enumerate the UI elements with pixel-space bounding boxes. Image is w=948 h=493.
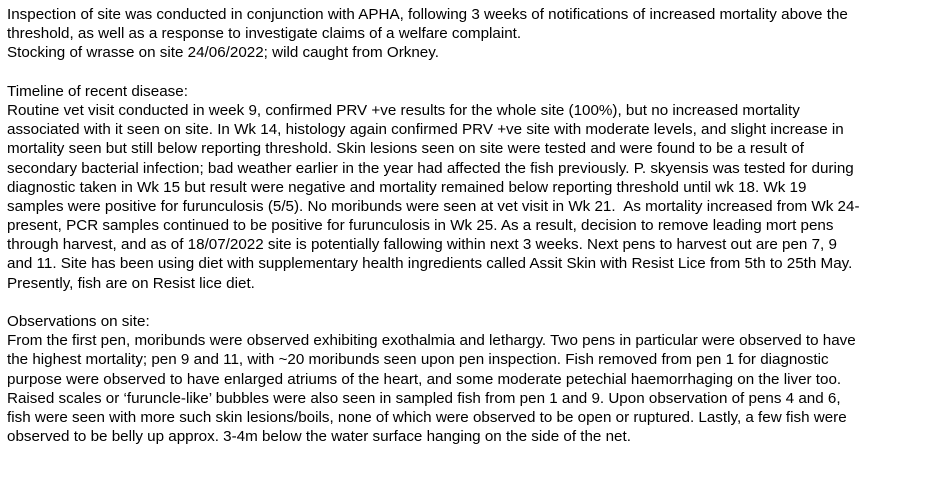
observations-line: From the first pen, moribunds were observed exhibiting exothalmia and lethargy. Two pens in particular were observed to have (7, 332, 856, 350)
paragraph-spacer (7, 63, 947, 82)
timeline-section (7, 82, 947, 293)
observations-line: purpose were observed to have enlarged atriums of the heart, and some moderate petechial haemorrhaging on the liver too. (7, 370, 842, 388)
timeline-line: samples were positive for furunculosis (5/5). No moribunds were seen at vet visit in Wk 21. As mortality increased from Wk 24- (7, 197, 860, 215)
paragraph-spacer (7, 293, 947, 312)
intro-paragraph (7, 5, 947, 63)
timeline-line: present, PCR samples continued to be positive for furunculosis in Wk 25. As a result, decision to remove leading mort pens (7, 217, 834, 235)
timeline-line: diagnostic taken in Wk 15 but result were negative and mortality remained below reporting threshold until wk 18. Wk 19 (7, 178, 807, 196)
timeline-line: and 11. Site has been using diet with supplementary health ingredients called Assit Skin with Resist Lice from 5th to 25th May. (7, 255, 853, 273)
observations-line: observed to be belly up approx. 3-4m below the water surface hanging on the side of the net. (7, 428, 631, 446)
timeline-line: Routine vet visit conducted in week 9, confirmed PRV +ve results for the whole site (100%), but no increased mortality (7, 101, 800, 119)
timeline-line: through harvest, and as of 18/07/2022 site is potentially fallowing within next 3 weeks. Next pens to harvest out are pen 7, 9 (7, 236, 837, 254)
observations-heading: Observations on site: (7, 313, 150, 330)
intro-line: Stocking of wrasse on site 24/06/2022; wild caught from Orkney. (7, 44, 439, 62)
document-body (7, 5, 947, 446)
intro-line: threshold, as well as a response to investigate claims of a welfare complaint. (7, 25, 522, 43)
observations-line: Raised scales or ‘furuncle-like’ bubbles were also seen in sampled fish from pen 1 and 9. Upon observation of pens 4 and 6, (7, 389, 841, 407)
timeline-line: secondary bacterial infection; bad weather earlier in the year had affected the fish previously. P. skyensis was tested for during (7, 159, 854, 177)
timeline-heading: Timeline of recent disease: (7, 82, 188, 100)
timeline-line: Presently, fish are on Resist lice diet. (7, 274, 255, 292)
intro-line: Inspection of site was conducted in conjunction with APHA, following 3 weeks of notifications of increased mortality above the (7, 6, 848, 23)
timeline-line: associated with it seen on site. In Wk 14, histology again confirmed PRV +ve site with moderate levels, and slight increase in (7, 121, 844, 139)
observations-line: the highest mortality; pen 9 and 11, with ~20 moribunds seen upon pen inspection. Fish removed from pen 1 for diagnostic (7, 351, 829, 369)
observations-line: fish were seen with more such skin lesions/boils, none of which were observed to be open or ruptured. Lastly, a few fish were (7, 408, 847, 426)
timeline-line: mortality seen but still below reporting threshold. Skin lesions seen on site were tested and were found to be a result of (7, 140, 804, 158)
observations-section (7, 312, 947, 446)
